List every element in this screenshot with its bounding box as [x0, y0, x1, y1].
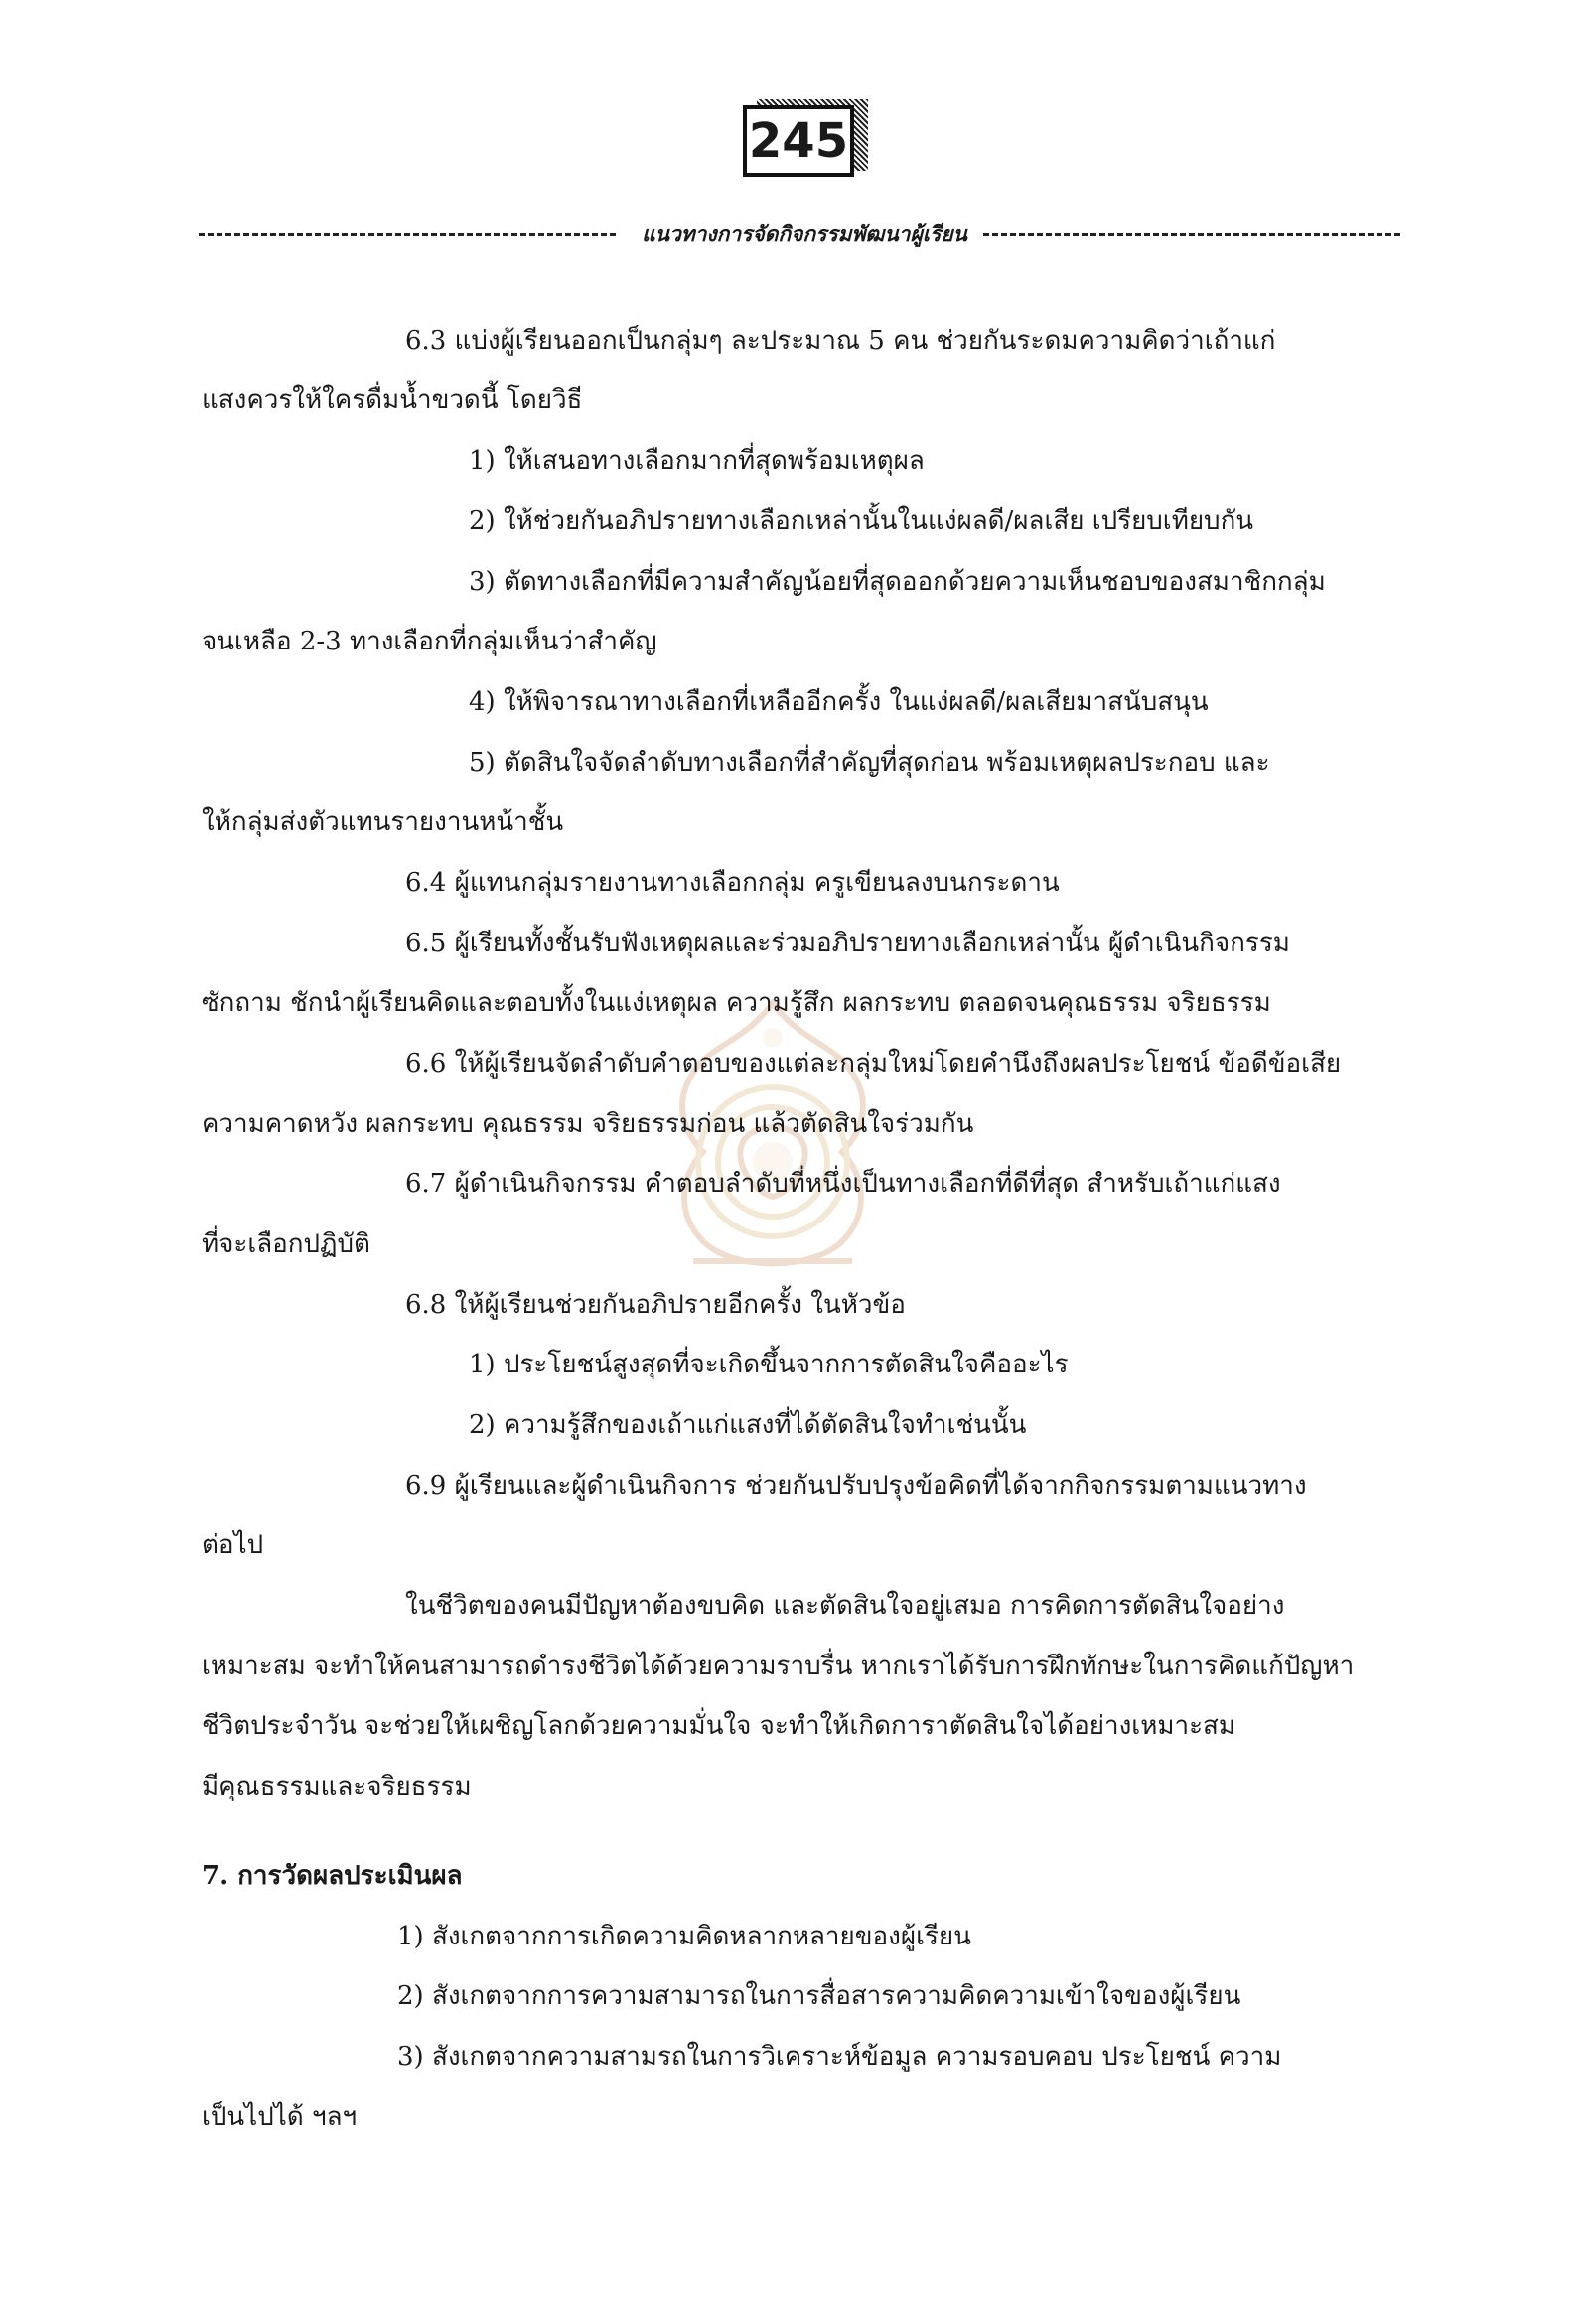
text-line: จนเหลือ 2-3 ทางเลือกที่กลุ่มเห็นว่าสำคัญ — [202, 627, 657, 656]
running-title: แนวทางการจัดกิจกรรมพัฒนาผู้เรียน — [642, 222, 967, 246]
header-rule-right — [983, 233, 1400, 236]
text-line: 6.3 แบ่งผู้เรียนออกเป็นกลุ่มๆ ละประมาณ 5 คน ช่วยกันระดมความคิดว่าเถ้าแก่ — [405, 326, 1276, 356]
text-line: ให้กลุ่มส่งตัวแทนรายงานหน้าชั้น — [202, 807, 564, 837]
text-line: ความคาดหวัง ผลกระทบ คุณธรรม จริยธรรมก่อน แล้วตัดสินใจร่วมกัน — [202, 1109, 974, 1139]
text-line: 6.5 ผู้เรียนทั้งชั้นรับฟังเหตุผลและร่วมอภิปรายทางเลือกเหล่านั้น ผู้ดำเนินกิจกรรม — [405, 929, 1290, 958]
school-emblem-watermark-icon — [624, 983, 922, 1311]
text-line: แสงควรให้ใครดื่มน้ำขวดนี้ โดยวิธี — [202, 385, 583, 415]
page-number: 245 — [743, 105, 854, 177]
text-line: ซักถาม ชักนำผู้เรียนคิดและตอบทั้งในแง่เหตุผล ความรู้สึก ผลกระทบ ตลอดจนคุณธรรม จริยธรรม — [202, 988, 1271, 1018]
text-line: 1) สังเกตจากการเกิดความคิดหลากหลายของผู้เรียน — [397, 1922, 971, 1951]
text-line: 2) ความรู้สึกของเถ้าแก่แสงที่ได้ตัดสินใจทำเช่นนั้น — [469, 1410, 1027, 1440]
text-line: ชีวิตประจำวัน จะช่วยให้เผชิญโลกด้วยความมั่นใจ จะทำให้เกิดการาตัดสินใจได้อย่างเหมาะสม — [202, 1711, 1236, 1741]
text-line: 6.4 ผู้แทนกลุ่มรายงานทางเลือกกลุ่ม ครูเขียนลงบนกระดาน — [405, 868, 1060, 898]
text-line: 1) ให้เสนอทางเลือกมากที่สุดพร้อมเหตุผล — [469, 446, 925, 476]
text-line: 2) ให้ช่วยกันอภิปรายทางเลือกเหล่านั้นในแง่ผลดี/ผลเสีย เปรียบเทียบกัน — [469, 506, 1254, 536]
text-line: เหมาะสม จะทำให้คนสามารถดำรงชีวิตได้ด้วยความราบรื่น หากเราได้รับการฝึกทักษะในการคิดแก้ปัญหา — [202, 1652, 1355, 1681]
text-line: 3) สังเกตจากความสามรถในการวิเคราะห์ข้อมูล ความรอบคอบ ประโยชน์ ความ — [397, 2042, 1282, 2072]
section-heading: 7. การวัดผลประเมินผล — [202, 1861, 463, 1891]
text-line: ต่อไป — [202, 1530, 264, 1560]
text-line: มีคุณธรรมและจริยธรรม — [202, 1772, 472, 1801]
text-line: 4) ให้พิจารณาทางเลือกที่เหลืออีกครั้ง ในแง่ผลดี/ผลเสียมาสนับสนุน — [469, 687, 1209, 717]
text-line: 2) สังเกตจากการความสามารถในการสื่อสารความคิดความเข้าใจของผู้เรียน — [397, 1981, 1241, 2011]
text-line: 6.8 ให้ผู้เรียนช่วยกันอภิปรายอีกครั้ง ในหัวข้อ — [405, 1290, 906, 1320]
header-rule-left — [199, 233, 616, 236]
text-line: ที่จะเลือกปฏิบัติ — [202, 1229, 370, 1259]
text-line: เป็นไปได้ ฯลฯ — [202, 2102, 358, 2132]
text-line: 3) ตัดทางเลือกที่มีความสำคัญน้อยที่สุดออกด้วยความเห็นชอบของสมาชิกกลุ่ม — [469, 567, 1326, 597]
text-line: 6.7 ผู้ดำเนินกิจกรรม คำตอบลำดับที่หนึ่งเป็นทางเลือกที่ดีที่สุด สำหรับเถ้าแก่แสง — [405, 1169, 1281, 1199]
text-line: 1) ประโยชน์สูงสุดที่จะเกิดขึ้นจากการตัดสินใจคืออะไร — [469, 1350, 1069, 1379]
text-line: 6.6 ให้ผู้เรียนจัดลำดับคำตอบของแต่ละกลุ่มใหม่โดยคำนึงถึงผลประโยชน์ ข้อดีข้อเสีย — [405, 1049, 1342, 1079]
text-line: 6.9 ผู้เรียนและผู้ดำเนินกิจการ ช่วยกันปรับปรุงข้อคิดที่ได้จากกิจกรรมตามแนวทาง — [405, 1471, 1307, 1501]
text-line: ในชีวิตของคนมีปัญหาต้องขบคิด และตัดสินใจอยู่เสมอ การคิดการตัดสินใจอย่าง — [405, 1591, 1285, 1621]
text-line: 5) ตัดสินใจจัดลำดับทางเลือกที่สำคัญที่สุดก่อน พร้อมเหตุผลประกอบ และ — [469, 748, 1270, 778]
